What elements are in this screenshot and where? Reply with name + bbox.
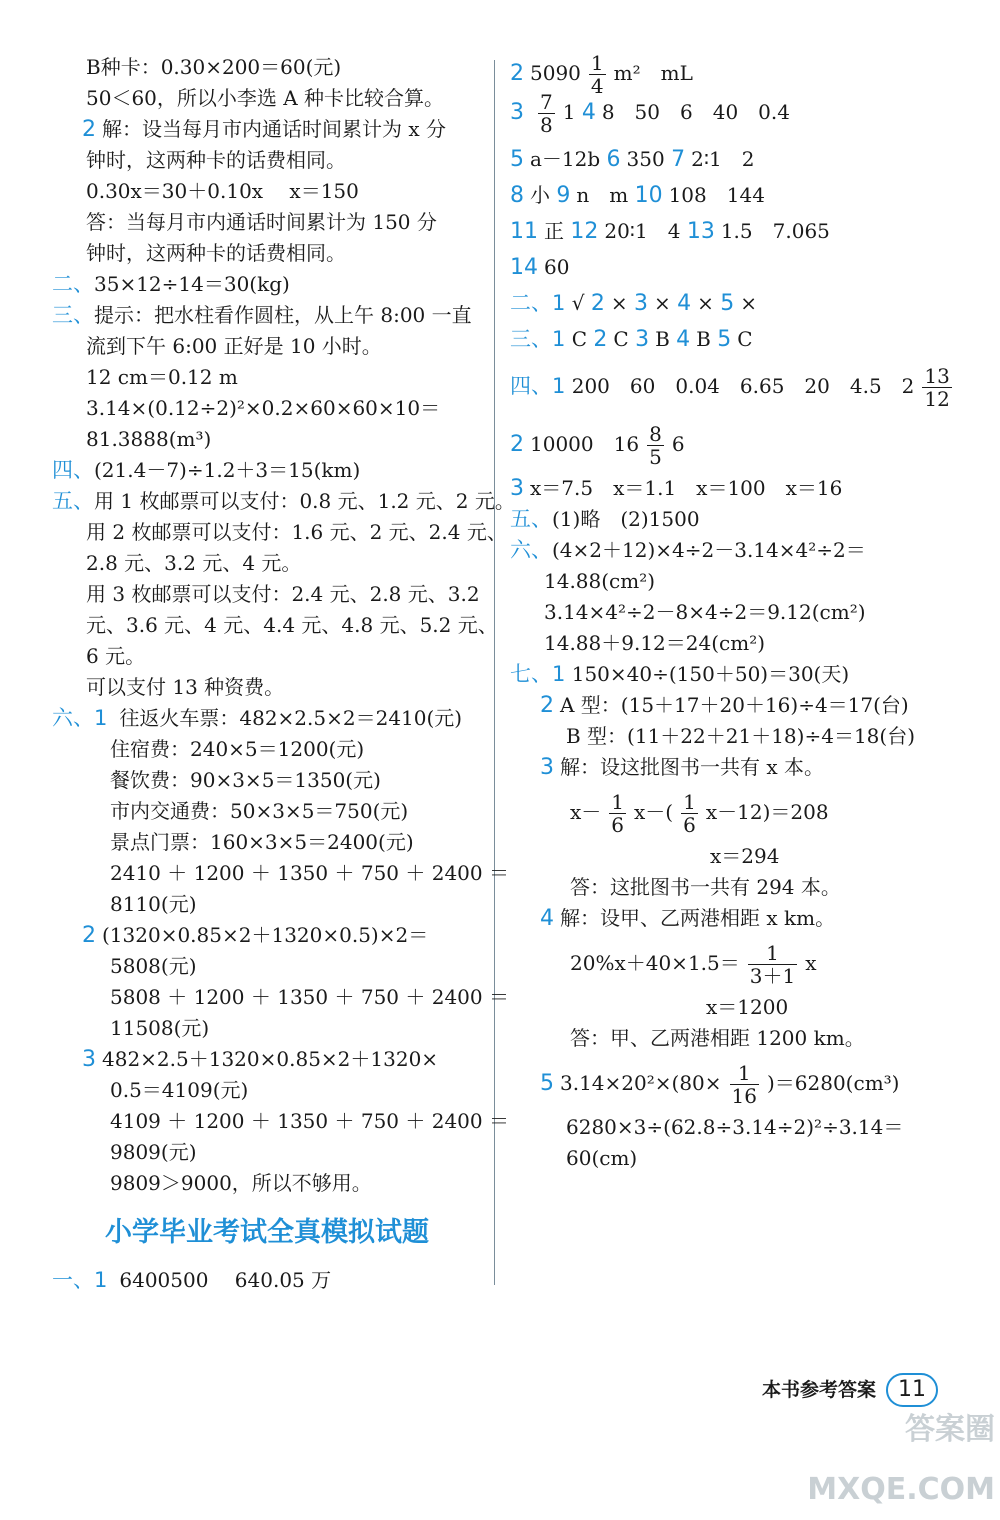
answer-line: 11 正 12 20∶1 4 13 1.5 7.065 [510, 219, 830, 244]
answer-line [52, 1044, 482, 1075]
answer-line [52, 486, 515, 517]
fraction: $\frac{13}{12}$ [924, 364, 950, 411]
answer-line [52, 579, 482, 610]
answer-text: 可以支付 13 种资费。 [86, 675, 285, 699]
answer-line [52, 269, 482, 300]
item-number: 2 [82, 923, 96, 948]
answer-text: 482×2.5＋1320×0.85×2＋1320× [102, 1047, 439, 1071]
answer-text: 4109 ＋ 1200 ＋ 1350 ＋ 750 ＋ 2400 ＝ [110, 1109, 509, 1133]
answer-line: 答：这批图书一共有 294 本。 [570, 875, 841, 899]
answer-line: 六、(4×2＋12)×4÷2－3.14×4²÷2＝ [510, 538, 866, 562]
fraction: $\frac{1}{16}$ [731, 1061, 757, 1108]
answer-text: 钟时，这两种卡的话费相同。 [86, 241, 346, 265]
answer-text: 用 3 枚邮票可以支付：2.4 元、2.8 元、3.2 [86, 582, 480, 606]
answer-text: 元、3.6 元、4 元、4.4 元、4.8 元、5.2 元、 [86, 613, 498, 637]
answer-text: 0.30x＝30＋0.10x x＝150 [86, 179, 359, 203]
answer-line [52, 1168, 482, 1199]
answer-line [52, 207, 482, 238]
answer-line: 3 $\frac{7}{8}$ 1 4 8 50 6 40 0.4 [510, 90, 790, 137]
answer-line [52, 548, 482, 579]
answer-line [52, 982, 509, 1013]
answer-line: 答：甲、乙两港相距 1200 km。 [570, 1026, 865, 1050]
answer-line [52, 1075, 482, 1106]
answer-text: 往返火车票：482×2.5×2＝2410(元) [119, 706, 463, 730]
answer-text: B种卡：0.30×200＝60(元) [86, 55, 342, 79]
answer-line [52, 858, 509, 889]
answer-line: 3 x＝7.5 x＝1.1 x＝100 x＝16 [510, 476, 843, 501]
answer-line [52, 672, 482, 703]
answer-line [52, 889, 482, 920]
answer-line: 6280×3÷(62.8÷3.14÷2)²÷3.14＝ [566, 1115, 904, 1139]
answer-line [52, 145, 482, 176]
right-column [510, 51, 950, 1174]
answer-line [52, 517, 507, 548]
answer-line [52, 951, 482, 982]
answer-line [52, 641, 482, 672]
fraction: $\frac{8}{5}$ [649, 422, 662, 469]
answer-line [52, 703, 482, 734]
section-label: 二、 [52, 272, 94, 296]
answer-text: 6 元。 [86, 644, 146, 668]
answer-line: 14.88(cm²) [544, 569, 656, 593]
answer-text: 流到下午 6:00 正好是 10 小时。 [86, 334, 382, 358]
answer-line: 三、1 C 2 C 3 B 4 B 5 C [510, 327, 753, 352]
answer-line: 5 3.14×20²×(80× $\frac{1}{16}$ )＝6280(cm³) [540, 1061, 900, 1108]
answer-line [52, 1137, 482, 1168]
section-label: 一、1 [52, 1268, 108, 1292]
fraction: $\frac{1}{4}$ [590, 51, 604, 98]
answer-line: 四、1 200 60 0.04 6.65 20 4.5 2 $\frac{13}{12}$ [510, 364, 950, 411]
fraction: $\frac{7}{8}$ [540, 90, 553, 137]
answer-text: 解：设当每月市内通话时间累计为 x 分 [102, 117, 446, 141]
answer-line: 4 解：设甲、乙两港相距 x km。 [540, 906, 836, 931]
answer-text: 用 1 枚邮票可以支付：0.8 元、1.2 元、2 元。 [94, 489, 515, 513]
answer-text: (1320×0.85×2＋1320×0.5)×2＝ [102, 923, 429, 947]
answer-line [52, 362, 482, 393]
answer-text: 钟时，这两种卡的话费相同。 [86, 148, 346, 172]
answer-text: 9809＞9000，所以不够用。 [110, 1171, 372, 1195]
item-number: 3 [82, 1047, 96, 1072]
answer-line [52, 83, 482, 114]
answer-text: 12 cm＝0.12 m [86, 365, 238, 389]
answer-text: 餐饮费：90×3×5＝1350(元) [110, 768, 381, 792]
answer-line [52, 1106, 509, 1137]
answer-line: 五、(1)略 (2)1500 [510, 507, 700, 531]
answer-text: 用 2 枚邮票可以支付：1.6 元、2 元、2.4 元、 [86, 520, 507, 544]
answer-text: 9809(元) [110, 1140, 197, 1164]
answer-line [52, 920, 482, 951]
answer-line: 8 小 9 n m 10 108 144 [510, 183, 765, 208]
section-label: 三、 [52, 303, 94, 327]
answer-text: 景点门票：160×3×5＝2400(元) [110, 830, 414, 854]
answer-line: 3 解：设这批图书一共有 x 本。 [540, 755, 824, 780]
answer-line: 2 10000 16 $\frac{8}{5}$ 6 [510, 422, 685, 469]
answer-line: x－ $\frac{1}{6}$ x－( $\frac{1}{6}$ x－12)＝208 [570, 790, 829, 837]
fraction: $\frac{1}{3+1}$ [749, 941, 796, 988]
answer-text: 6400500 640.05 万 [119, 1268, 332, 1292]
answer-line: x＝1200 [706, 995, 789, 1019]
section-label: 四、 [52, 458, 94, 482]
page-number: 11 [886, 1373, 938, 1407]
footer-label: 本书参考答案 [762, 1379, 877, 1401]
answer-text: 50＜60，所以小李选 A 种卡比较合算。 [86, 86, 445, 110]
left-column [52, 52, 515, 1296]
answer-line [52, 796, 482, 827]
answer-line [52, 734, 482, 765]
answer-line [52, 827, 482, 858]
section-label: 五、 [52, 489, 94, 513]
answer-line [52, 393, 482, 424]
answer-text: 5808(元) [110, 954, 197, 978]
section-label: 六、1 [52, 706, 108, 730]
answer-text: 住宿费：240×5＝1200(元) [110, 737, 365, 761]
answer-text: (21.4－7)÷1.2＋3＝15(km) [94, 458, 361, 482]
answer-line [52, 176, 482, 207]
answer-line [52, 610, 498, 641]
answer-text: 35×12÷14＝30(kg) [94, 272, 290, 296]
answer-line: 二、1 √ 2 × 3 × 4 × 5 × [510, 291, 757, 316]
column-divider [494, 60, 495, 1285]
answer-text: 2410 ＋ 1200 ＋ 1350 ＋ 750 ＋ 2400 ＝ [110, 861, 509, 885]
answer-line: 2 5090 $\frac{1}{4}$ m² mL [510, 51, 693, 98]
answer-line [52, 52, 482, 83]
answer-line: 20%x＋40×1.5＝ $\frac{1}{3+1}$ x [570, 941, 817, 988]
answer-text: 3.14×(0.12÷2)²×0.2×60×60×10＝ [86, 396, 441, 420]
answer-line: 3.14×4²÷2－8×4÷2＝9.12(cm²) [544, 600, 866, 624]
answer-line [52, 300, 482, 331]
answer-line [52, 331, 482, 362]
watermark-logo: 答案圈 MXQE.COM [807, 1412, 995, 1507]
answer-line: 2 A 型：(15＋17＋20＋16)÷4＝17(台) [540, 693, 909, 718]
answer-line: 14.88＋9.12＝24(cm²) [544, 631, 766, 655]
item-number: 2 [82, 117, 96, 142]
answer-line [52, 238, 482, 269]
fraction: $\frac{1}{6}$ [683, 790, 696, 837]
answer-line: B 型：(11＋22＋21＋18)÷4＝18(台) [566, 724, 915, 748]
answer-text: 2.8 元、3.2 元、4 元。 [86, 551, 302, 575]
answer-text: 答：当每月市内通话时间累计为 150 分 [86, 210, 437, 234]
answer-line: 60(cm) [566, 1146, 638, 1170]
answer-text: 11508(元) [110, 1016, 210, 1040]
answer-line: 5 a－12b 6 350 7 2∶1 2 [510, 147, 755, 172]
answer-text: 8110(元) [110, 892, 197, 916]
fraction: $\frac{1}{6}$ [611, 790, 625, 837]
answer-line [52, 114, 482, 145]
answer-line [52, 424, 482, 455]
section-title: 小学毕业考试全真模拟试题 [105, 1217, 429, 1248]
answer-line [52, 455, 482, 486]
answer-line [52, 1265, 482, 1296]
answer-text: 81.3888(m³) [86, 427, 212, 451]
answer-text: 5808 ＋ 1200 ＋ 1350 ＋ 750 ＋ 2400 ＝ [110, 985, 509, 1009]
answer-text: 0.5＝4109(元) [110, 1078, 249, 1102]
answer-line: 14 60 [510, 255, 570, 280]
answer-text: 提示：把水柱看作圆柱，从上午 8:00 一直 [94, 303, 472, 327]
answer-line [52, 765, 482, 796]
answer-line [52, 1013, 482, 1044]
answer-text: 市内交通费：50×3×5＝750(元) [110, 799, 409, 823]
answer-line: x＝294 [710, 844, 780, 868]
answer-line: 七、1 150×40÷(150＋50)＝30(天) [510, 662, 850, 686]
